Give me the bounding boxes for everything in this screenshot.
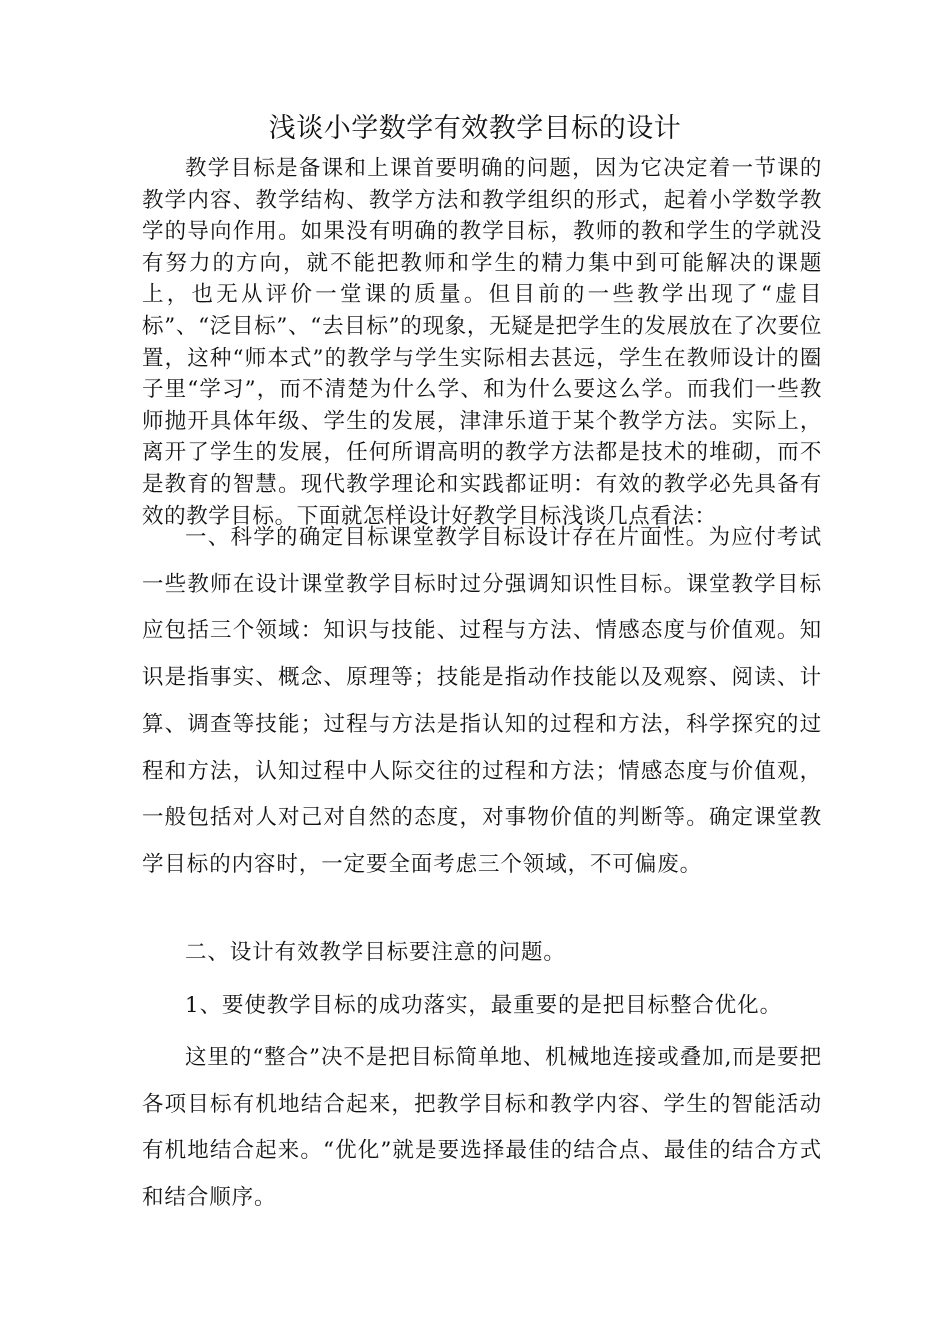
paragraph-intro: 教学目标是备课和上课首要明确的问题，因为它决定着一节课的教学内容、教学结构、教学方法和教学组织的形式，起着小学数学教学的导向作用。如果没有明确的教学目标，教师的教和学生的学就没有努力的方向，就不能把教师和学生的精力集中到可能解决的课题上，也无从评价一堂课的质量。但目前的一些教学出现了“虚目标”、“泛目标”、“去目标”的现象，无疑是把学生的发展放在了次要位置，这种“师本式”的教学与学生实际相去甚远，学生在教师设计的圈子里“学习”，而不清楚为什么学、和为什么要这么学。而我们一些教师抛开具体年级、学生的发展，津津乐道于某个教学方法。实际上，离开了学生的发展，任何所谓高明的教学方法都是技术的堆砌，而不是教育的智慧。现代教学理论和实践都证明：有效的教学必先具备有效的教学目标。下面就怎样设计好教学目标浅谈几点看法： [142,156,822,529]
document-title: 浅谈小学数学有效教学目标的设计 [268,113,682,144]
paragraph-section-two-heading: 二、设计有效教学目标要注意的问题。 [185,940,566,965]
paragraph-section-one: 一、科学的确定目标课堂教学目标设计存在片面性。为应付考试一些教师在设计课堂教学目标时过分强调知识性目标。课堂教学目标应包括三个领域：知识与技能、过程与方法、情感态度与价值观。知识是指事实、概念、原理等；技能是指动作技能以及观察、阅读、计算、调查等技能；过程与方法是指认知的过程和方法，科学探究的过程和方法，认知过程中人际交往的过程和方法；情感态度与价值观，一般包括对人对己对自然的态度，对事物价值的判断等。确定课堂教学目标的内容时，一定要全面考虑三个领域，不可偏废。 [142,525,822,877]
paragraph-point-one-heading: 1、要使教学目标的成功落实，最重要的是把目标整合优化。 [185,993,782,1018]
paragraph-integration: 这里的“整合”决不是把目标简单地、机械地连接或叠加,而是要把各项目标有机地结合起来，把教学目标和教学内容、学生的智能活动有机地结合起来。“优化”就是要选择最佳的结合点、最佳的结合方式和结合顺序。 [142,1045,822,1211]
